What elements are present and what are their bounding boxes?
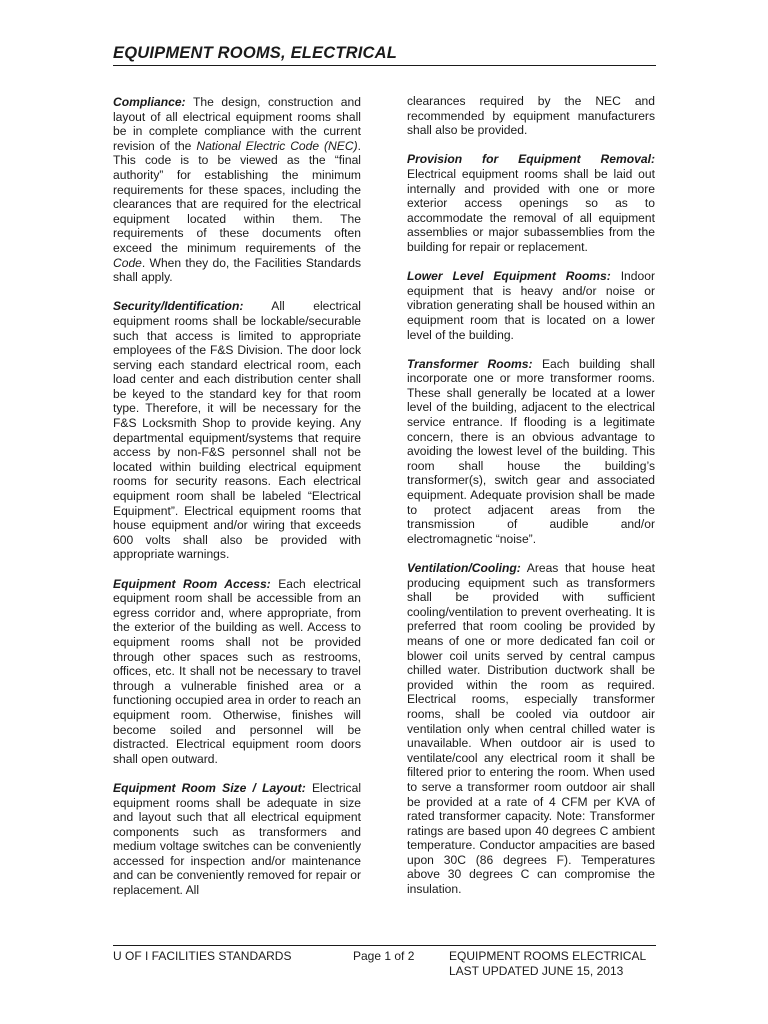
footer-doc-info xyxy=(449,949,646,979)
footer-updated: LAST UPDATED JUNE 15, 2013 xyxy=(449,964,624,978)
lower-level-paragraph xyxy=(407,269,655,342)
page-title: EQUIPMENT ROOMS, ELECTRICAL xyxy=(113,44,398,62)
size-heading: Equipment Room Size / Layout: xyxy=(113,780,306,795)
page-number: Page 1 of 2 xyxy=(353,949,415,963)
compliance-text-b: . This code is to be viewed as the “final authority” for establishing the minimum requirements for these spaces, including the clearances that are required for the electrical equipment located within them. The requirements of these documents often exceed the minimum requirements of the xyxy=(113,138,361,255)
ventilation-paragraph xyxy=(407,561,655,897)
removal-paragraph xyxy=(407,152,655,254)
compliance-heading: Compliance: xyxy=(113,95,186,109)
access-text: Each electrical equipment room shall be accessible from an egress corridor and, where appropriate, from the exterior of the building as well. Access to equipment rooms shall not be provided through other spaces such as restrooms, offices, etc. It shall not be necessary to travel through a vulnerable finished area or a functioning occupied area in order to reach an equipment room. Otherwise, finishes will become soiled and personnel will be distracted. Electrical equipment room doors shall open outward. xyxy=(113,576,361,766)
page-header xyxy=(113,44,656,66)
lower-level-heading: Lower Level Equipment Rooms: xyxy=(407,269,611,284)
security-text: All electrical equipment rooms shall be lockable/securable such that access is limited to appropriate employees of the F&S Division. The door lock serving each standard electrical room, each load center and each distribution center shall be keyed to the standard key for that room type. Therefore, it will be necessary for the F&S Locksmith Shop to provide keying. Any departmental equipment/systems that require access by non-F&S personnel shall not be located within building electrical equipment rooms for security reasons. Each electrical equipment room shall be labeled “Electrical Equipment”. Electrical equipment rooms that house equipment and/or wiring that exceeds 600 volts shall also be provided with appropriate warnings. xyxy=(113,299,361,562)
transformer-paragraph xyxy=(407,357,655,547)
compliance-text-a: The design, construction and layout of all electrical equipment rooms shall be in complete compliance with the current revision of the xyxy=(113,95,361,153)
removal-text: Electrical equipment rooms shall be laid out internally and provided with one or more exterior access openings so as to accommodate the removal of all equipment assemblies or major subassemblies from the building for repair or replacement. xyxy=(407,166,655,254)
left-column xyxy=(113,95,361,912)
compliance-text-c: . When they do, the Facilities Standards shall apply. xyxy=(113,255,361,285)
footer-doc-title: EQUIPMENT ROOMS ELECTRICAL xyxy=(449,949,647,963)
ventilation-heading: Ventilation/Cooling: xyxy=(407,561,521,575)
footer-org: U OF I FACILITIES STANDARDS xyxy=(113,949,292,963)
size-paragraph xyxy=(113,781,361,898)
security-heading: Security/Identification: xyxy=(113,299,244,314)
lower-level-text: Indoor equipment that is heavy and/or noise or vibration generating shall be housed within an equipment room that is located on a lower level of the building. xyxy=(407,269,655,342)
size-text: Electrical equipment rooms shall be adequate in size and layout such that all electrical equipment components such as transformers and medium voltage switches can be conveniently accessed for inspection and/or maintenance and can be conveniently removed for repair or replacement. All xyxy=(113,780,362,898)
access-heading: Equipment Room Access: xyxy=(113,576,271,591)
ventilation-text: Areas that house heat producing equipment such as transformers shall be provided with sufficient cooling/ventilation to prevent overheating. It is preferred that room cooling be provided by means of one or more dedicated fan coil or blower coil units served by central campus chilled water. Distribution ductwork shall be provided within the room as required. Electrical rooms, especially transformer rooms, shall be cooled via outdoor air ventilation only when central chilled water is unavailable. When outdoor air is used to ventilate/cool any electrical room it shall be filtered prior to entering the room. When used to serve a transformer room outdoor air shall be provided at a rate of 4 CFM per KVA of rated transformer capacity. Note: Transformer ratings are based upon 40 degrees C ambient temperature. Conductor ampacities are based upon 30C (86 degrees F). Temperatures above 30 degrees C can compromise the insulation. xyxy=(407,561,655,897)
transformer-heading: Transformer Rooms: xyxy=(407,356,533,371)
right-column xyxy=(407,94,655,911)
compliance-paragraph xyxy=(113,95,361,285)
nec-reference: National Electric Code (NEC) xyxy=(196,138,358,153)
access-paragraph xyxy=(113,577,361,767)
continuation-paragraph: clearances required by the NEC and recommended by equipment manufacturers shall also be provided. xyxy=(407,94,655,138)
security-paragraph xyxy=(113,299,361,562)
transformer-text: Each building shall incorporate one or more transformer rooms. These shall generally be located at a lower level of the building, adjacent to the electrical service entrance. If flooding is a legitimate concern, there is an obvious advantage to avoiding the lowest level of the building. This room shall house the building’s transformer(s), switch gear and associated equipment. Adequate provision shall be made to protect adjacent areas from the transmission of audible and/or electromagnetic “noise”. xyxy=(407,356,655,546)
removal-heading: Provision for Equipment Removal: xyxy=(407,152,655,167)
page-footer xyxy=(113,945,656,978)
code-reference: Code xyxy=(113,255,142,270)
